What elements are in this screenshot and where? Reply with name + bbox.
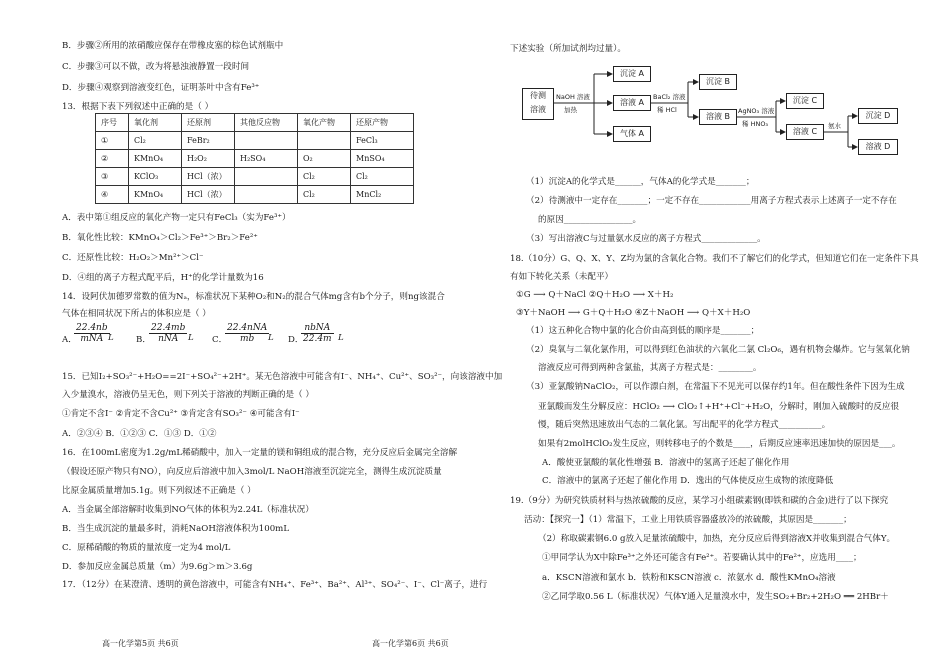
q19-explore-1: 活动：【探究一】（1）常温下，工业上用铁质容器盛放冷的浓硫酸，其原因是_______； (524, 515, 852, 525)
flow-step1-condition: 加热 (564, 106, 577, 114)
table-cell: O₂ (298, 150, 351, 168)
q18-options-cd: C．溶液中的氯离子还起了催化作用 D．逸出的气体使反应生成物的浓度降低 (542, 476, 834, 486)
table-row (96, 186, 414, 204)
table-cell: HCl（浓） (182, 186, 235, 204)
table-row (96, 150, 414, 168)
fraction-numerator: nbNA (301, 323, 334, 334)
flow-box-precipitate-b: 沉淀 B (699, 74, 737, 90)
fraction-denominator: 22.4m (303, 334, 332, 344)
table-header-cell: 还原产物 (351, 114, 414, 132)
q17-part-1: （1）沉淀A的化学式是______，气体A的化学式是_______； (526, 177, 755, 187)
table-header-cell: 氧化剂 (129, 114, 182, 132)
q14-option-b-fraction (149, 323, 187, 344)
table-cell: Cl₂ (298, 168, 351, 186)
flow-start-label: 待测 溶液 (530, 91, 546, 114)
q18-options-ab: A．酸使亚氯酸的氧化性增强 B．溶液中的氢离子还起了催化作用 (542, 458, 790, 468)
q18-part-3: （3）亚氯酸钠NaClO₂，可以作漂白剂，在常温下不见光可以保存约1年。但在酸性条件下因为生成 (526, 382, 905, 392)
q14-option-d-label: D． (288, 335, 304, 345)
q16-option-c: C．原稀硝酸的物质的量浓度一定为4 mol/L (62, 543, 231, 553)
q17-part-2: （2）待测液中一定存在_______；一定不存在____________用离子方程式表示上述离子一定不存在 (526, 196, 897, 206)
table-cell: ② (96, 150, 129, 168)
q14-stem-line-2: 气体在相同状况下所占的体积应是（ ） (62, 309, 211, 319)
table-cell (235, 186, 298, 204)
q13-option-b: B．氧化性比较：KMnO₄＞Cl₂＞Fe³⁺＞Br₂＞Fe²⁺ (62, 233, 258, 243)
q19-part-2-a: ①甲同学认为X中除Fe³⁺之外还可能含有Fe²⁺。若要确认其中的Fe²⁺，应选用____； (542, 553, 862, 563)
fraction-numerator: 22.4nNA (227, 323, 268, 333)
q12-option-d: D．步骤④观察到溶液变红色，证明茶叶中含有Fe³⁺ (62, 83, 260, 93)
table-cell: Cl₂ (351, 168, 414, 186)
q18-part-1: （1）这五种化合物中氯的化合价由高到低的顺序是_______； (526, 326, 760, 336)
q18-reaction-3-4: ③Y＋NaOH ⟶ G＋Q＋H₂O ④Z＋NaOH ⟶ Q＋X＋H₂O (516, 308, 751, 318)
table-row (96, 132, 414, 150)
table-cell: KMnO₄ (129, 186, 182, 204)
flow-step4-reagent: 氨水 (828, 122, 841, 130)
flow-step3-reagent: AgNO₃ 溶液 (738, 107, 775, 115)
table-header-cell: 还原剂 (182, 114, 235, 132)
table-cell: Cl₂ (129, 132, 182, 150)
q14-option-a-unit: L (108, 333, 114, 343)
table-header-cell: 序号 (96, 114, 129, 132)
flow-box-solution-c: 溶液 C (786, 124, 824, 140)
table-cell: KClO₃ (129, 168, 182, 186)
q16-line-2: （假设还原产物只有NO），向反应后溶液中加入3mol/L NaOH溶液至沉淀完全，测得生成沉淀质量 (62, 467, 442, 477)
q17-part-2-cont: 的原因________________。 (538, 215, 642, 225)
page-footer: 高一化学第6页 共6页 (372, 639, 449, 648)
q16-option-a: A．当金属全部溶解时收集到NO气体的体积为2.24L（标准状况） (62, 505, 314, 515)
table-cell: FeBr₂ (182, 132, 235, 150)
table-cell: MnCl₂ (351, 186, 414, 204)
flow-step3-condition: 稀 HNO₃ (742, 120, 769, 128)
q12-option-b: B．步骤②所用的浓硝酸应保存在带橡皮塞的棕色试剂瓶中 (62, 41, 284, 51)
table-header-cell: 氧化产物 (298, 114, 351, 132)
flow-box-gas-a: 气体 A (613, 126, 651, 142)
q14-option-c-label: C． (212, 335, 228, 345)
q14-option-d-fraction (301, 323, 334, 344)
q15-choices: A．②③④ B．①②③ C．①③ D．①② (62, 429, 217, 439)
fraction-numerator: 22.4mb (151, 323, 186, 333)
q16-option-d: D．参加反应金属总质量（m）为9.6g＞m＞3.6g (62, 562, 253, 572)
q18-reaction-1-2: ①G ⟶ Q＋NaCl ②Q＋H₂O ⟶ X＋H₂ (516, 290, 674, 300)
fraction-denominator: mNA (80, 334, 104, 344)
table-cell (235, 132, 298, 150)
q13-option-c: C．还原性比较：H₂O₂＞Mn²⁺＞Cl⁻ (62, 253, 204, 263)
flow-box-precipitate-a: 沉淀 A (613, 66, 651, 82)
flow-step2-condition: 稀 HCl (657, 106, 677, 114)
table-row (96, 168, 414, 186)
table-cell: MnSO₄ (351, 150, 414, 168)
flow-step2-reagent: BaCl₂ 溶液 (653, 93, 686, 101)
table-cell (235, 168, 298, 186)
table-cell: H₂SO₄ (235, 150, 298, 168)
q19-stem: 19.（9分）为研究铁质材料与热浓硫酸的反应，某学习小组碳素钢(即铁和碳的合金)进行了以下探究 (510, 496, 889, 506)
q15-statements: ①肯定不含I⁻ ②肯定不含Cu²⁺ ③肯定含有SO₃²⁻ ④可能含有I⁻ (62, 409, 300, 419)
table-header-row (96, 114, 414, 132)
flow-box-solution-d: 溶液 D (858, 139, 898, 155)
q14-option-d-unit: L (338, 333, 344, 343)
q14-option-c-fraction (225, 323, 269, 344)
q19-part-2-b: ②乙同学取0.56 L（标准状况）气体Y通入足量溴水中，发生SO₂+Br₂+2H₂O ══ 2HBr＋ (542, 592, 889, 602)
table-cell: ① (96, 132, 129, 150)
table-cell: FeCl₃ (351, 132, 414, 150)
q18-stem-line-1: 18.（10分）G、Q、X、Y、Z均为氯的含氧化合物。我们不了解它们的化学式，但知道它们在一定条件下具 (510, 254, 919, 264)
q13-table (95, 113, 414, 204)
q14-option-b-unit: L (188, 333, 194, 343)
q18-part-3-cont: 慢，随后突然迅速放出气态的二氧化氯。写出配平的化学方程式__________。 (538, 420, 831, 430)
table-cell: H₂O₂ (182, 150, 235, 168)
q14-option-b-label: B． (136, 335, 151, 345)
q18-part-2-cont: 溶液反应可得到两种含氯盐，其离子方程式是：________。 (538, 363, 762, 373)
q19-choices: a．KSCN溶液和氯水 b．铁粉和KSCN溶液 c．浓氨水 d．酸性KMnO₄溶液 (542, 573, 836, 583)
q14-option-a-fraction (74, 323, 110, 344)
table-cell: ④ (96, 186, 129, 204)
q17-intro: 下述实验（所加试剂均过量）。 (510, 44, 627, 54)
q16-line-1: 16．在100mL密度为1.2g/mL稀硝酸中，加入一定量的镁和铜组成的混合物，充分反应后金属完全溶解 (62, 448, 458, 458)
flow-box-solution-a: 溶液 A (613, 95, 651, 111)
q16-option-b: B．当生成沉淀的量最多时，消耗NaOH溶液体积为100mL (62, 524, 290, 534)
table-cell: Cl₂ (298, 186, 351, 204)
table-cell: ③ (96, 168, 129, 186)
q14-option-c-unit: L (268, 333, 274, 343)
q13-stem: 13．根据下表下列叙述中正确的是（ ） (62, 102, 214, 112)
table-cell: KMnO₄ (129, 150, 182, 168)
q14-option-a-label: A． (62, 335, 77, 345)
q18-part-3-reaction: 亚氯酸而发生分解反应：HClO₂ ⟶ ClO₂↑+H⁺+Cl⁻+H₂O，分解时，刚加入硫酸时的反应很 (538, 402, 900, 412)
q17-stem: 17．（12分）在某澄清、透明的黄色溶液中，可能含有NH₄⁺、Fe³⁺、Ba²⁺、Al³⁺、SO₄²⁻、I⁻、Cl⁻离子，进行 (62, 580, 488, 590)
q15-line-1: 15．已知I₂+SO₃²⁻+H₂O==2I⁻+SO₄²⁻+2H⁺。某无色溶液中可能含有I⁻、NH₄⁺、Cu²⁺、SO₃²⁻，向该溶液中加 (62, 372, 503, 382)
page-footer: 高一化学第5页 共6页 (102, 639, 179, 648)
fraction-denominator: mb (239, 334, 255, 344)
q18-stem-line-2: 有如下转化关系（未配平） (510, 272, 614, 282)
fraction-denominator: nNA (158, 334, 179, 344)
flow-box-start (522, 88, 554, 120)
q16-line-3: 比原金属质量增加5.1g。则下列叙述不正确是（ ） (62, 486, 256, 496)
q18-part-3-question: 如果有2molHClO₂发生反应，则转移电子的个数是____，后期反应速率迅速加快的原因是___。 (538, 439, 901, 449)
q15-line-2: 入少量溴水，溶液仍呈无色，则下列关于溶液的判断正确的是（ ） (62, 390, 314, 400)
table-cell (298, 132, 351, 150)
q17-part-3: （3）写出溶液C与过量氨水反应的离子方程式_____________。 (526, 234, 766, 244)
q19-part-2: （2）称取碳素钢6.0 g放入足量浓硫酸中，加热，充分反应后得到溶液X并收集到混合气体Y。 (538, 534, 896, 544)
table-header-cell: 其他反应物 (235, 114, 298, 132)
table-cell: HCl（浓） (182, 168, 235, 186)
q13-option-d: D．④组的离子方程式配平后，H⁺的化学计量数为16 (62, 273, 264, 283)
flow-box-precipitate-c: 沉淀 C (786, 93, 824, 109)
q18-part-2: （2）臭氧与二氧化氯作用，可以得到红色油状的六氧化二氯 Cl₂O₆，遇有机物会爆炸。它与氢氧化钠 (526, 345, 910, 355)
q12-option-c: C．步骤③可以不做，改为将悬浊液静置一段时间 (62, 62, 250, 72)
q13-option-a: A．表中第①组反应的氧化产物一定只有FeCl₃（实为Fe³⁺） (62, 213, 291, 223)
flow-step1-reagent: NaOH 溶液 (556, 93, 590, 101)
flow-box-precipitate-d: 沉淀 D (858, 108, 898, 124)
q14-stem-line-1: 14．设阿伏加德罗常数的值为Nₐ，标准状况下某种O₂和N₂的混合气体mg含有b个分子，则ng该混合 (62, 292, 445, 302)
flow-box-solution-b: 溶液 B (699, 109, 737, 125)
fraction-numerator: 22.4nb (76, 323, 108, 333)
